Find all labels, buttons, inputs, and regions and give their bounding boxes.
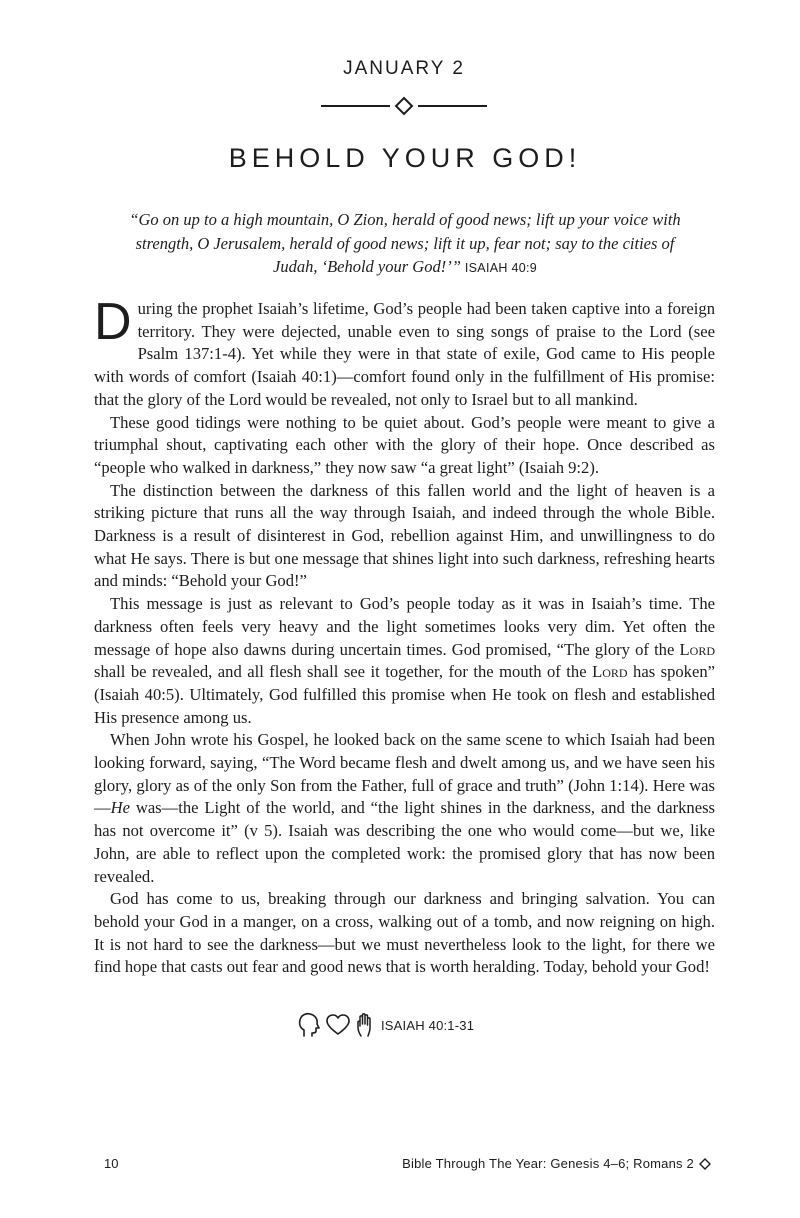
hand-icon xyxy=(355,1012,377,1038)
drop-cap: D xyxy=(94,293,132,351)
page-title: BEHOLD YOUR GOD! xyxy=(228,143,582,173)
small-caps-lord: Lord xyxy=(592,662,628,682)
reading-reference: ISAIAH 40:1-31 xyxy=(381,1017,475,1033)
further-reading xyxy=(297,1012,474,1038)
heart-icon xyxy=(325,1013,351,1037)
paragraph-text: This message is just as relevant to God’s people today as it was in Isaiah’s time. The darkness often feels very heavy and the light sometimes looks very dim. Yet often the message of hope also dawns during uncertain times. God promised, “The glory of the xyxy=(94,594,715,659)
paragraph-text: shall be revealed, and all flesh shall see it together, for the mouth of the xyxy=(94,662,593,682)
divider-ornament xyxy=(321,96,487,116)
paragraph-text: When John wrote his Gospel, he looked back on the same scene to which Isaiah had been looking forward, saying, “The Word became flesh and dwelt among us, and we have seen his glory, glory as of the only Son from the Father, full of grace and truth” (John 1:14). Here was— xyxy=(94,730,715,818)
paragraph-text: was—the Light of the world, and “the light shines in the darkness, and the darkness has not overcome it” (v 5). Isaiah was describing the one who would come—but we, like John, are able to reflect upon the completed work: the promised glory that has now been revealed. xyxy=(94,798,715,886)
paragraph: The distinction between the darkness of this fallen world and the light of heaven is a striking picture that runs all the way through Isaiah, and indeed through the whole Bible. Darkness is a result of disinterest in God, rebellion against Him, and unwillingness to do what He says. There is but one message that shines light into such darkness, refreshing hearts and minds: “Behold your God!” xyxy=(94,480,715,591)
paragraph: God has come to us, breaking through our darkness and bringing salvation. You can behold your God in a manger, on a cross, walking out of a tomb, and now reigning on high. It is not hard to see the darkness—but we must nevertheless look to the light, for there we find hope that casts out fear and good news that is worth heralding. Today, behold your God! xyxy=(94,889,715,977)
small-caps-lord: Lord xyxy=(679,639,715,659)
devotional-body xyxy=(94,293,716,979)
paragraph xyxy=(94,729,715,888)
paragraph: These good tidings were nothing to be quiet about. God’s people were meant to give a triumphal shout, captivating each other with the glory of their hope. Once described as “people who walked in darkness,” they now saw “a great light” (Isaiah 9:2). xyxy=(94,412,715,477)
footer-text: Bible Through The Year: Genesis 4–6; Romans 2 xyxy=(402,1156,694,1171)
paragraph-text: uring the prophet Isaiah’s lifetime, God’s people had been taken captive into a foreign territory. They were dejected, unable even to sing songs of praise to the Lord (see Psalm 137:1-4). Yet while they were in that state of exile, God came to His people with words of comfort (Isaiah 40:1)—comfort found only in the fulfillment of His promise: that the glory of the Lord would be revealed, not only to Israel but to all mankind. xyxy=(94,299,715,409)
italic-he: He xyxy=(110,798,130,818)
date-heading: JANUARY 2 xyxy=(343,58,465,79)
paragraph-text: has spoken” (Isaiah 40:5). Ultimately, God fulfilled this promise when He took on flesh and established His presence among us. xyxy=(94,662,716,727)
epigraph xyxy=(120,208,690,281)
diamond-icon xyxy=(699,1158,711,1170)
running-footer xyxy=(402,1156,711,1171)
page-number: 10 xyxy=(104,1156,119,1171)
head-icon xyxy=(297,1012,321,1038)
epigraph-quote: “Go on up to a high mountain, O Zion, herald of good news; lift up your voice with strength, O Jerusalem, herald of good news; lift it up, fear not; say to the cities of Judah, ‘Behold your God!’” xyxy=(129,210,681,276)
epigraph-reference: ISAIAH 40:9 xyxy=(464,261,537,275)
paragraph xyxy=(94,593,715,729)
paragraph xyxy=(94,293,715,412)
